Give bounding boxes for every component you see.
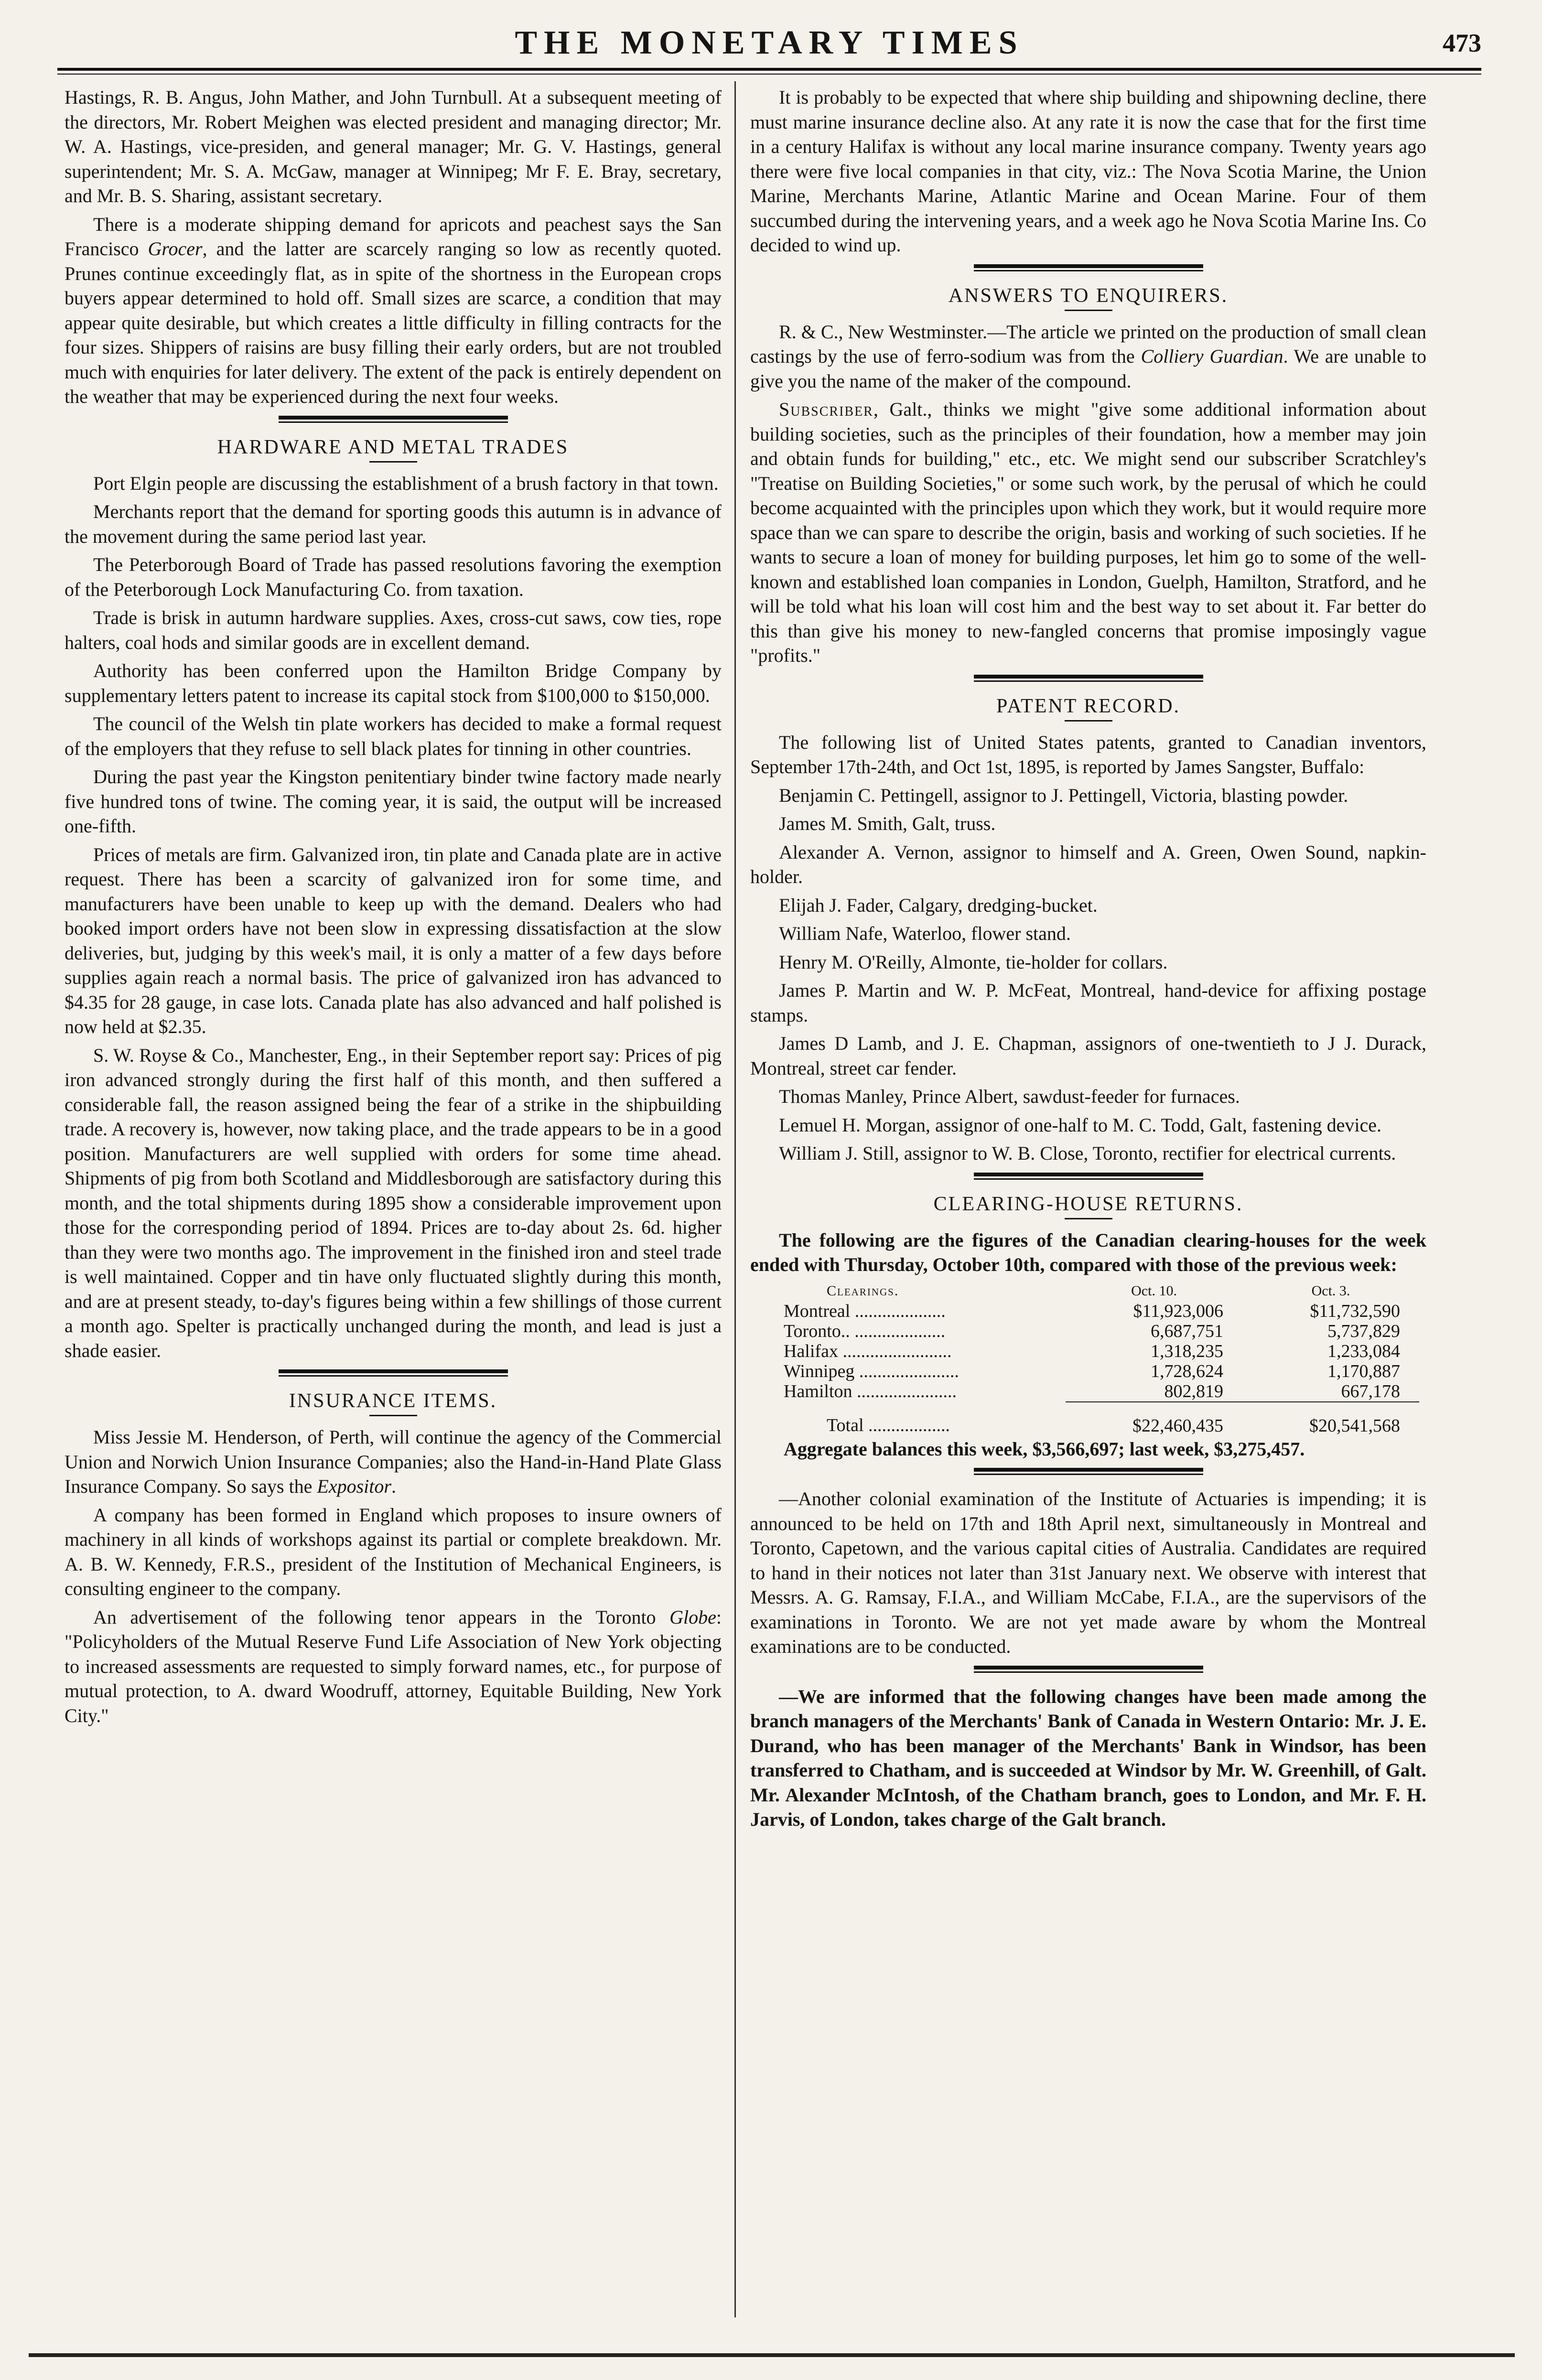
value-cell: 802,819 — [1066, 1381, 1242, 1402]
table-row — [784, 1361, 1419, 1381]
heading-underline — [369, 461, 417, 463]
section-separator — [974, 1468, 1203, 1475]
article-paragraph: R. & C., New Westminster.—The article we printed on the production of small clean castings by the use of ferro-sodium was from the Colliery Guardian. We are unable to give you the name of the maker of the compound. — [750, 321, 1426, 392]
value-cell: $11,732,590 — [1310, 1301, 1400, 1321]
article-paragraph: —Another colonial examination of the Institute of Actuaries is impending; it is announced to be held on 17th and 18th April next, simultaneously in Montreal and Toronto, Capetown, and the various capital cities of Australia. Candidates are required to hand in their notices not later than 31st January next. We observe with interest that Messrs. A. G. Ramsay, F.I.A., and William McCabe, F.I.A., are the supervisors of the examinations in Toronto. We are not yet made aware by whom the Montreal examinations are to be conducted. — [750, 1488, 1426, 1657]
total-label: Total .................. — [827, 1415, 950, 1435]
section-separator — [974, 264, 1203, 271]
article-paragraph: Trade is brisk in autumn hardware supplies. Axes, cross-cut saws, cow ties, rope halters, coal hods and similar goods are in excellent demand. — [65, 607, 722, 653]
table-header-cell: Clearings. — [827, 1282, 899, 1299]
heading-underline — [1065, 310, 1112, 311]
city-cell: Toronto.. .................... — [784, 1321, 946, 1341]
table-header-row — [784, 1281, 1419, 1301]
value-cell: 5,737,829 — [1327, 1321, 1400, 1341]
value-cell: 6,687,751 — [1151, 1321, 1224, 1341]
article-paragraph: —We are informed that the following changes have been made among the branch managers of the Merchants' Bank of Canada in Western Ontario: Mr. J. E. Durand, who has been manager of the Merchants' Bank in Windsor, has been transferred to Chatham, and is succeeded at Windsor by Mr. W. Greenhill, of Galt. Mr. Alexander McIntosh, of the Chatham branch, goes to London, and Mr. F. H. Jarvis, of London, takes charge of the Galt branch. — [750, 1685, 1426, 1830]
heading-underline — [369, 1415, 417, 1416]
table-row — [784, 1321, 1419, 1341]
value-cell: $11,923,006 — [1133, 1301, 1224, 1321]
patent-entry: William Nafe, Waterloo, flower stand. — [779, 923, 1071, 944]
section-separator — [974, 1666, 1203, 1673]
article-paragraph: Authority has been conferred upon the Hamilton Bridge Company by supplementary letters patent to increase its capital stock from $100,000 to $150,000. — [65, 660, 722, 706]
aggregate-balances: Aggregate balances this week, $3,566,697; last week, $3,275,457. — [784, 1438, 1305, 1460]
value-cell: 1,233,084 — [1327, 1341, 1400, 1361]
article-paragraph: The council of the Welsh tin plate workers has decided to make a formal request of the employers that they refuse to sell black plates for tinning in other countries. — [65, 713, 722, 759]
page-number: 473 — [1443, 29, 1481, 57]
section-heading-clearing: CLEARING-HOUSE RETURNS. — [933, 1193, 1243, 1215]
article-paragraph: Subscriber, Galt., thinks we might "give some additional information about building societies, such as the principles of their foundation, how a member may join and obtain funds for building," etc., etc. We might send our subscriber Scratchley's "Treatise on Building Societies," or some such work, by the perusal of which he could become acquainted with the principles upon which they work, but it would require more space than we can spare to describe the origin, basis and working of such societies. If he wants to secure a loan of money for building purposes, let him go to some of the well-known and established loan companies in London, Guelph, Hamilton, Stratford, and he will be told what his loan will cost him and the best way to set about it. Far better do this than give his money to new-fangled concerns that promise imposingly vague "profits." — [750, 398, 1426, 666]
article-paragraph: S. W. Royse & Co., Manchester, Eng., in their September report say: Prices of pig iron advanced strongly during the first half of this month, and then suffered a considerable fall, the reason assigned being the fear of a strike in the shipbuilding trade. A recovery is, however, now taking place, and the trade appears to be in a good position. Manufacturers are well supplied with orders for some time ahead. Shipments of pig from both Scotland and Middlesborough are satisfactory during this month, and the total shipments during 1895 show a considerable improvement upon those for the corresponding period of 1894. Prices are to-day about 2s. 6d. higher than they were two months ago. The improvement in the finished iron and steel trade is well maintained. Copper and tin have only fluctuated slightly during this month, and are at present steady, to-day's figures being within a few shillings of those current a month ago. Spelter is practically unchanged during the month, and lead is just a shade easier. — [65, 1044, 722, 1361]
patent-entry: James P. Martin and W. P. McFeat, Montreal, hand-device for affixing postage stamps. — [750, 980, 1426, 1026]
article-paragraph: During the past year the Kingston penitentiary binder twine factory made nearly five hundred tons of twine. The coming year, it is said, the output will be increased one-fifth. — [65, 766, 722, 837]
section-heading-hardware: HARDWARE AND METAL TRADES — [217, 436, 569, 458]
total-value: $20,541,568 — [1309, 1415, 1400, 1436]
patent-entry: James M. Smith, Galt, truss. — [779, 813, 996, 834]
table-row — [784, 1301, 1419, 1321]
masthead-title: THE MONETARY TIMES — [515, 24, 1024, 61]
masthead-rule-thin — [57, 74, 1481, 75]
section-heading-insurance: INSURANCE ITEMS. — [289, 1390, 497, 1412]
section-separator — [974, 675, 1203, 682]
patent-entry: James D Lamb, and J. E. Chapman, assignors of one-twentieth to J J. Durack, Montreal, street car fender. — [750, 1033, 1426, 1079]
patent-entry: Thomas Manley, Prince Albert, sawdust-feeder for furnaces. — [779, 1086, 1240, 1107]
section-heading-patent: PATENT RECORD. — [996, 695, 1181, 717]
value-cell: 1,728,624 — [1151, 1361, 1224, 1381]
patent-entry: Alexander A. Vernon, assignor to himself and A. Green, Owen Sound, napkin-holder. — [750, 841, 1426, 887]
clearing-house-table — [784, 1281, 1419, 1436]
article-paragraph: There is a moderate shipping demand for apricots and peachest says the San Francisco Grocer, and the latter are scarcely ranging so low as recently quoted. Prunes continue exceedingly flat, as in spite of the shortness in the European crops buyers appear determined to hold off. Small sizes are scarce, a condition that may appear quite desirable, but which creates a little difficulty in filling contracts for the four sizes. Shippers of raisins are busy filling their early orders, but are not troubled much with enquiries for later delivery. The extent of the pack is entirely dependent on the weather that may be experienced during the next four weeks. — [65, 213, 722, 407]
total-value: $22,460,435 — [1132, 1415, 1224, 1436]
patent-entry: William J. Still, assignor to W. B. Close, Toronto, rectifier for electrical currents. — [779, 1142, 1396, 1164]
table-row — [784, 1341, 1419, 1361]
article-paragraph: The following list of United States patents, granted to Canadian inventors, September 17th-24th, and Oct 1st, 1895, is reported by James Sangster, Buffalo: — [750, 731, 1426, 777]
article-paragraph: The following are the figures of the Canadian clearing-houses for the week ended with Thursday, October 10th, compared with those of the previous week: — [750, 1229, 1426, 1275]
article-paragraph: Port Elgin people are discussing the establishment of a brush factory in that town. — [93, 472, 719, 494]
table-header-cell: Oct. 10. — [1131, 1282, 1177, 1299]
article-paragraph: Merchants report that the demand for sporting goods this autumn is in advance of the movement during the same period last year. — [65, 501, 722, 547]
masthead-rule-thick — [57, 68, 1481, 71]
heading-underline — [1065, 720, 1112, 722]
value-cell: 667,178 — [1242, 1381, 1419, 1402]
article-paragraph: An advertisement of the following tenor appears in the Toronto Globe: "Policyholders of the Mutual Reserve Fund Life Association of New York objecting to increased assessments are requested to simply forward names, etc., for purpose of mutual protection, to A. dward Woodruff, attorney, Equitable Building, New York City." — [65, 1606, 722, 1726]
city-cell: Montreal .................... — [784, 1301, 946, 1321]
patent-entry: Henry M. O'Reilly, Almonte, tie-holder for collars. — [779, 951, 1168, 973]
patent-entry: Lemuel H. Morgan, assignor of one-half to M. C. Todd, Galt, fastening device. — [779, 1114, 1382, 1136]
section-heading-answers: ANSWERS TO ENQUIRERS. — [948, 284, 1229, 307]
heading-underline — [1065, 1218, 1112, 1219]
table-header-cell: Oct. 3. — [1311, 1282, 1350, 1299]
section-separator — [279, 416, 508, 423]
section-separator — [279, 1369, 508, 1377]
city-cell: Winnipeg ...................... — [784, 1361, 959, 1381]
right-column — [750, 85, 1426, 1836]
column-divider — [734, 81, 736, 2317]
article-paragraph: Miss Jessie M. Henderson, of Perth, will continue the agency of the Commercial Union and Norwich Union Insurance Companies; also the Hand-in-Hand Plate Glass Insurance Company. So says the Expositor. — [65, 1426, 722, 1497]
table-total-row — [784, 1402, 1419, 1436]
article-paragraph: The Peterborough Board of Trade has passed resolutions favoring the exemption of the Peterborough Lock Manufacturing Co. from taxation. — [65, 554, 722, 600]
left-column — [65, 85, 722, 1732]
masthead — [57, 24, 1481, 76]
patent-entry: Elijah J. Fader, Calgary, dredging-bucket. — [779, 894, 1098, 916]
patent-entry: Benjamin C. Pettingell, assignor to J. Pettingell, Victoria, blasting powder. — [779, 784, 1348, 806]
article-paragraph: Prices of metals are firm. Galvanized iron, tin plate and Canada plate are in active request. There has been a scarcity of galvanized iron for some time, and manufacturers have been unable to keep up with the demand. Dealers who had booked import orders have not been slow in expressing dissatisfaction at the slow deliveries, but, judging by this week's mail, it is only a matter of a few days before supplies again reach a normal basis. The price of galvanized iron has advanced to $4.35 for 28 gauge, in case lots. Canada plate has also advanced and half polished is now held at $2.35. — [65, 843, 722, 1037]
city-cell: Hamilton ...................... — [784, 1381, 957, 1401]
table-row — [784, 1381, 1419, 1402]
value-cell: 1,318,235 — [1151, 1341, 1224, 1361]
article-paragraph: Hastings, R. B. Angus, John Mather, and John Turnbull. At a subsequent meeting of the directors, Mr. Robert Meighen was elected president and managing director; Mr. W. A. Hastings, vice-presiden, and general manager; Mr. G. V. Hastings, general superintendent; Mr. S. A. McGaw, manager at Winnipeg; Mr F. E. Bray, secretary, and Mr. B. S. Sharing, assistant secretary. — [65, 86, 722, 206]
bottom-rule — [29, 2353, 1515, 2357]
article-paragraph: It is probably to be expected that where ship building and shipowning decline, there must marine insurance decline also. At any rate it is now the case that for the first time in a century Halifax is without any local marine insurance company. Twenty years ago there were five local companies in that city, viz.: The Nova Scotia Marine, the Union Marine, Merchants Marine, Atlantic Marine and Ocean Marine. Four of them succumbed during the intervening years, and a week ago he Nova Scotia Marine Ins. Co decided to wind up. — [750, 86, 1426, 256]
value-cell: 1,170,887 — [1327, 1361, 1400, 1381]
article-paragraph: A company has been formed in England which proposes to insure owners of machinery in all kinds of workshops against its partial or complete breakdown. Mr. A. B. W. Kennedy, F.R.S., president of the Institution of Mechanical Engineers, is consulting engineer to the company. — [65, 1504, 722, 1599]
section-separator — [974, 1173, 1203, 1180]
city-cell: Halifax ........................ — [784, 1341, 952, 1361]
